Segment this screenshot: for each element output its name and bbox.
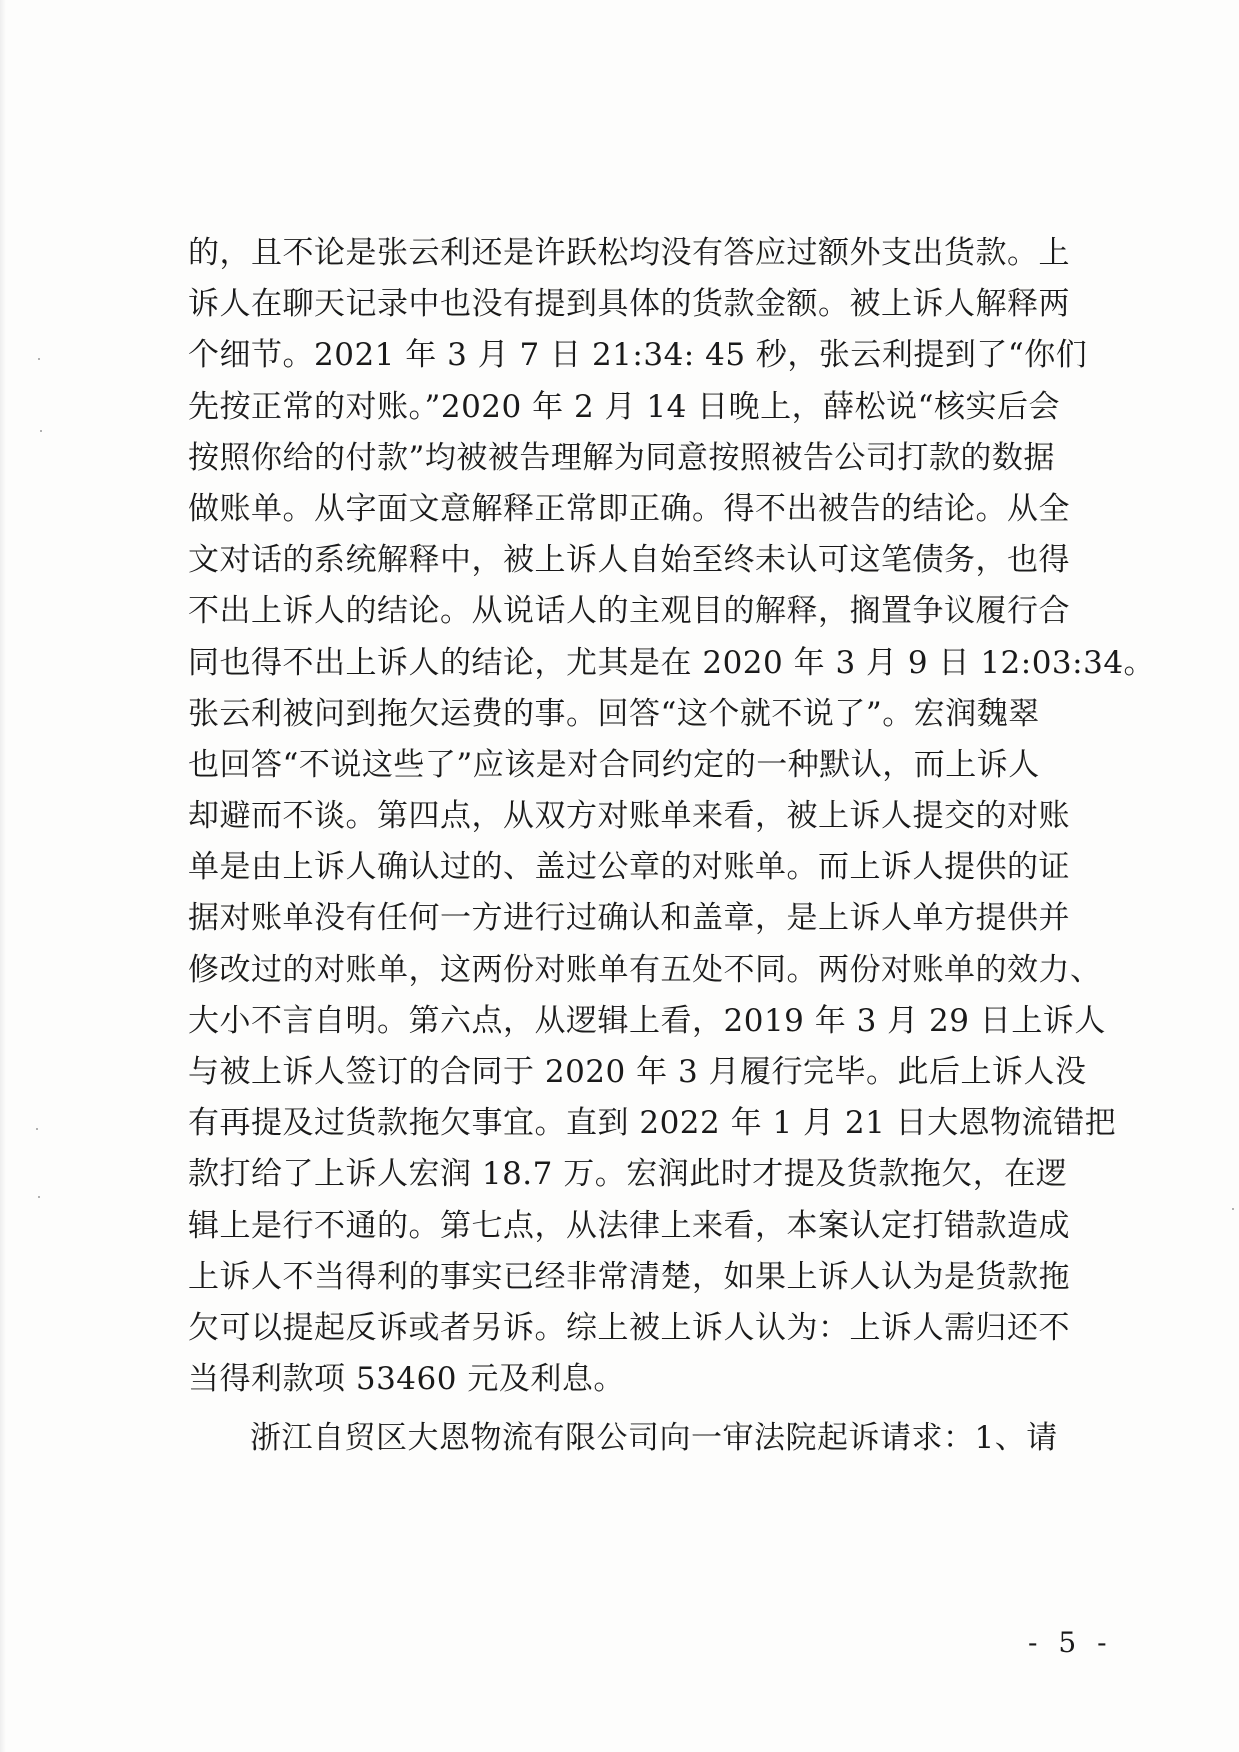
text-line: 的，且不论是张云利还是许跃松均没有答应过额外支出货款。上 xyxy=(188,235,1070,271)
scan-speck xyxy=(1232,1208,1234,1210)
text-line: 不出上诉人的结论。从说话人的主观目的解释，搁置争议履行合 xyxy=(188,593,1070,630)
text-line: 辑上是行不通的。第七点，从法律上来看，本案认定打错款造成 xyxy=(188,1207,1070,1244)
text-line: 却避而不谈。第四点，从双方对账单来看，被上诉人提交的对账 xyxy=(188,798,1070,835)
text-line: 做账单。从字面文意解释正常即正确。得不出被告的结论。从全 xyxy=(188,490,1070,527)
text-line: 张云利被问到拖欠运费的事。回答“这个就不说了”。宏润魏翠 xyxy=(188,695,1040,732)
scan-speck xyxy=(40,430,42,432)
text-line: 有再提及过货款拖欠事宜。直到 2022 年 1 月 21 日大恩物流错把 xyxy=(188,1105,1117,1142)
text-line-indented: 浙江自贸区大恩物流有限公司向一审法院起诉请求：1、请 xyxy=(250,1420,1058,1457)
paragraph-gap xyxy=(188,1405,1088,1413)
text-line: 文对话的系统解释中，被上诉人自始至终未认可这笔债务，也得 xyxy=(188,542,1070,579)
text-line: 大小不言自明。第六点，从逻辑上看，2019 年 3 月 29 日上诉人 xyxy=(188,1002,1106,1039)
text-line: 修改过的对账单，这两份对账单有五处不同。两份对账单的效力、 xyxy=(188,951,1102,988)
text-line: 也回答“不说这些了”应该是对合同约定的一种默认，而上诉人 xyxy=(188,746,1040,783)
text-line: 单是由上诉人确认过的、盖过公章的对账单。而上诉人提供的证 xyxy=(188,849,1070,886)
text-line: 上诉人不当得利的事实已经非常清楚，如果上诉人认为是货款拖 xyxy=(188,1258,1070,1295)
text-line: 个细节。2021 年 3 月 7 日 21:34: 45 秒，张云利提到了“你们 xyxy=(188,337,1088,374)
text-line: 当得利款项 53460 元及利息。 xyxy=(188,1361,625,1398)
page-number: - 5 - xyxy=(1028,1626,1113,1659)
text-line: 先按正常的对账。”2020 年 2 月 14 日晚上，薛松说“核实后会 xyxy=(188,388,1061,425)
scan-speck xyxy=(38,1196,40,1198)
text-line: 诉人在聊天记录中也没有提到具体的货款金额。被上诉人解释两 xyxy=(188,286,1070,323)
text-line: 欠可以提起反诉或者另诉。综上被上诉人认为：上诉人需归还不 xyxy=(188,1309,1070,1346)
text-line: 同也得不出上诉人的结论，尤其是在 2020 年 3 月 9 日 12:03:34。 xyxy=(188,644,1156,681)
text-line: 款打给了上诉人宏润 18.7 万。宏润此时才提及货款拖欠，在逻 xyxy=(188,1156,1068,1193)
text-line: 与被上诉人签订的合同于 2020 年 3 月履行完毕。此后上诉人没 xyxy=(188,1054,1087,1090)
text-line: 据对账单没有任何一方进行过确认和盖章，是上诉人单方提供并 xyxy=(188,900,1070,937)
scan-speck xyxy=(38,358,40,360)
text-line: 按照你给的付款”均被被告理解为同意按照被告公司打款的数据 xyxy=(188,439,1055,476)
body-text xyxy=(188,228,1156,1465)
scan-edge-shadow xyxy=(0,0,6,1752)
scan-speck xyxy=(36,1128,38,1130)
